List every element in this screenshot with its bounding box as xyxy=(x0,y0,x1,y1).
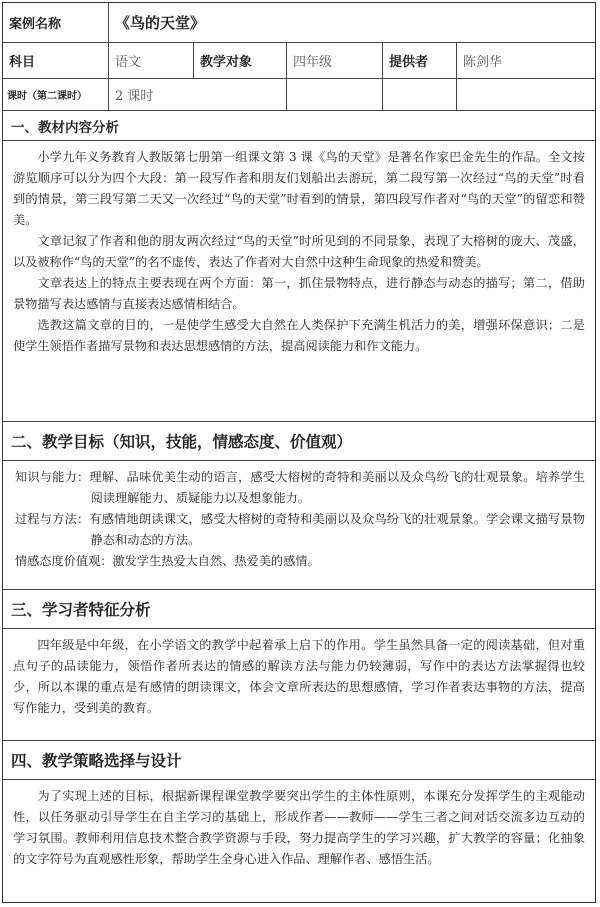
section-title: 三、学习者特征分析 xyxy=(3,589,595,629)
subject-row xyxy=(3,43,595,79)
section-body xyxy=(3,141,595,416)
case-name-value: 《鸟的天堂》 xyxy=(108,3,597,42)
paragraph: 小学九年义务教育人教版第七册第一组课文第 3 课《鸟的天堂》是著名作家巴金先生的作品。全文按游览顺序可以分为四个大段：第一段写作者和朋友们划船出去游玩，第二段写第一次经过“鸟的天堂”时看到的情景，第三段写第二天又一次经过“鸟的天堂”时看到的情景，第四段写作者对“鸟的天堂”的留恋和赞美。 xyxy=(13,150,585,227)
section-title: 二、教学目标（知识，技能，情感态度、价值观） xyxy=(3,421,595,461)
section-body xyxy=(3,780,595,900)
section-body xyxy=(3,461,595,587)
hours-value: 2 课时 xyxy=(108,79,286,110)
paragraph: 为了实现上述的目标，根据新课程课堂教学要突出学生的主体性原则，本课充分发挥学生的主观能动性，以任务驱动引导学生在自主学习的基础上，形成作者——教师——学生三者之间对话交流多边互动的学习氛围。教师利用信息技术整合教学资源与手段，努力提高学生的学习兴趣，扩大教学的容量；化抽象的文字符号为直观感性形象，帮助学生全身心进入作品、理解作者、感悟生活。 xyxy=(13,789,585,866)
paragraph: 选教这篇文章的目的，一是使学生感受大自然在人类保护下充满生机活力的美，增强环保意识；二是使学生领悟作者描写景物和表达思想感情的方法，提高阅读能力和作文能力。 xyxy=(13,318,585,353)
hours-label: 课时（第二课时） xyxy=(7,91,87,102)
provider-label: 提供者 xyxy=(382,43,456,78)
paragraph: 四年级是中年级，在小学语文的教学中起着承上启下的作用。学生虽然具备一定的阅读基础，但对重点句子的品读能力，领悟作者所表达的情感的解读方法与能力仍较薄弱，写作中的表达方法掌握得也较少，所以本课的重点是有感情的朗读课文，体会文章所表达的思想感情，学习作者表达事物的方法，提高写作能力，受到美的教育。 xyxy=(13,638,585,715)
section-title: 四、教学策略选择与设计 xyxy=(3,740,595,780)
hours-empty-cell xyxy=(456,79,597,110)
section-body xyxy=(3,629,595,737)
case-name-label: 案例名称 xyxy=(9,17,62,32)
target-value: 四年级 xyxy=(286,43,382,78)
subject-label: 科目 xyxy=(9,55,36,70)
goal-item: 过程与方法：有感情地朗读课文，感受大榕树的奇特和美丽以及众鸟纷飞的壮观景象。学会课文描写景物静态和动态的方法。 xyxy=(15,512,585,547)
section-title: 一、教材内容分析 xyxy=(3,111,595,141)
hours-row xyxy=(3,79,595,111)
hours-empty-cell xyxy=(286,79,382,110)
provider-value: 陈剑华 xyxy=(456,43,597,78)
subject-value: 语文 xyxy=(108,43,193,78)
hours-empty-cell xyxy=(382,79,456,110)
case-name-row xyxy=(3,3,595,43)
target-label: 教学对象 xyxy=(193,43,286,78)
goal-item: 情感态度价值观：激发学生热爱大自然、热爱美的感情。 xyxy=(15,554,320,568)
paragraph: 文章记叙了作者和他的朋友两次经过“鸟的天堂”时所见到的不同景象，表现了大榕树的庞大、茂盛，以及被称作“鸟的天堂”的名不虚传，表达了作者对大自然中这种生命现象的热爱和赞美。 xyxy=(13,234,585,269)
lesson-plan-table xyxy=(2,2,596,903)
paragraph: 文章表达上的特点主要表现在两个方面：第一，抓住景物特点，进行静态与动态的描写；第二，借助景物描写表达感情与直接表达感情相结合。 xyxy=(13,276,585,311)
goal-item: 知识与能力：理解、品味优美生动的语言，感受大榕树的奇特和美丽以及众鸟纷飞的壮观景象。培养学生阅读理解能力、质疑能力以及想象能力。 xyxy=(15,470,585,505)
